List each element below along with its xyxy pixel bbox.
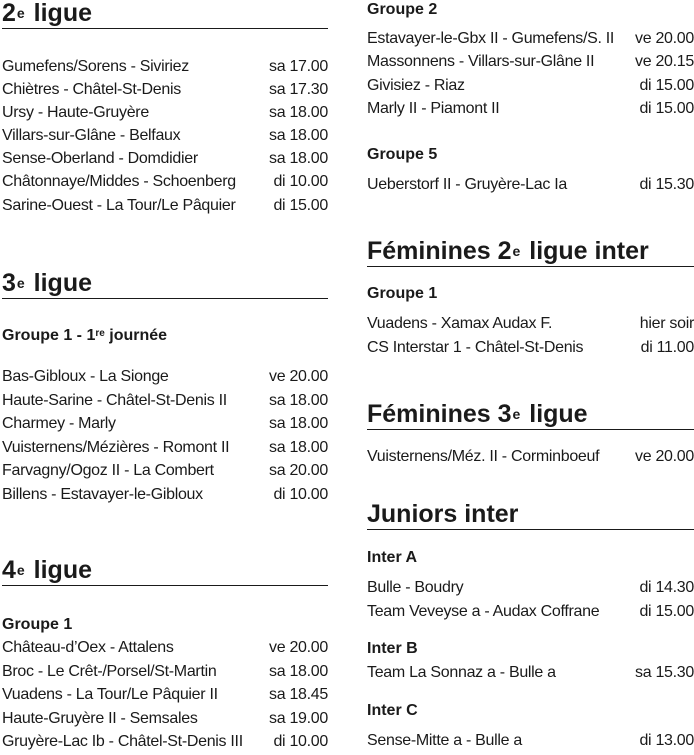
section-title-4e-ligue: 4e ligue [2,557,328,586]
match-row: Ueberstorf II - Gruyère-Lac Ia di 15.30 [367,176,694,193]
group-title-groupe-5: Groupe 5 [367,146,438,163]
match-row: Chiètres - Châtel-St-Denis sa 17.30 [2,81,328,98]
section-title-feminines-3e-ligue: Féminines 3e ligue [367,401,694,430]
match-row: Haute-Sarine - Châtel-St-Denis II sa 18.00 [2,392,328,409]
match-row: Sense-Oberland - Domdidier sa 18.00 [2,150,328,167]
match-row: Team Veveyse a - Audax Coffrane di 15.00 [367,603,694,620]
match-row: Villars-sur-Glâne - Belfaux sa 18.00 [2,127,328,144]
match-row: Charmey - Marly sa 18.00 [2,415,328,432]
match-row: Team La Sonnaz a - Bulle a sa 15.30 [367,664,694,681]
match-row: Givisiez - Riaz di 15.00 [367,77,694,94]
section-title-feminines-2e-ligue-inter: Féminines 2e ligue inter [367,238,694,267]
match-row: Ursy - Haute-Gruyère sa 18.00 [2,104,328,121]
match-row: CS Interstar 1 - Châtel-St-Denis di 11.00 [367,339,694,356]
match-row: Marly II - Piamont II di 15.00 [367,100,694,117]
match-row: Bulle - Boudry di 14.30 [367,579,694,596]
section-title-3e-ligue: 3e ligue [2,270,328,299]
group-title-inter-a: Inter A [367,549,418,566]
match-row: Broc - Le Crêt-/Porsel/St-Martin sa 18.00 [2,663,328,680]
match-row: Gruyère-Lac Ib - Châtel-St-Denis III di 10.00 [2,733,328,750]
match-row: Gumefens/Sorens - Siviriez sa 17.00 [2,58,328,75]
match-row: Vuadens - La Tour/Le Pâquier II sa 18.45 [2,686,328,703]
group-title-groupe-1: Groupe 1 - 1re journée [2,327,168,344]
match-row: Sense-Mitte a - Bulle a di 13.00 [367,732,694,749]
section-title-juniors-inter: Juniors inter [367,501,694,530]
match-row: Massonnens - Villars-sur-Glâne II ve 20.15 [367,53,694,70]
match-row: Farvagny/Ogoz II - La Combert sa 20.00 [2,462,328,479]
match-row: Châtonnaye/Middes - Schoenberg di 10.00 [2,173,328,190]
match-row: Sarine-Ouest - La Tour/Le Pâquier di 15.00 [2,197,328,214]
match-row: Bas-Gibloux - La Sionge ve 20.00 [2,368,328,385]
match-row: Estavayer-le-Gbx II - Gumefens/S. II ve 20.00 [367,30,694,47]
match-row: Haute-Gruyère II - Semsales sa 19.00 [2,710,328,727]
match-row: Vuisternens/Méz. II - Corminboeuf ve 20.00 [367,448,694,465]
group-title-groupe-2: Groupe 2 [367,1,438,18]
group-title-inter-b: Inter B [367,640,418,657]
match-row: Vuisternens/Mézières - Romont II sa 18.00 [2,439,328,456]
group-title-groupe-1: Groupe 1 [367,285,438,302]
match-row: Vuadens - Xamax Audax F. hier soir [367,315,694,332]
group-title-inter-c: Inter C [367,702,418,719]
match-row: Château-d’Oex - Attalens ve 20.00 [2,639,328,656]
group-title-groupe-1: Groupe 1 [2,616,73,633]
match-row: Billens - Estavayer-le-Gibloux di 10.00 [2,486,328,503]
section-title-2e-ligue: 2e ligue [2,0,328,29]
